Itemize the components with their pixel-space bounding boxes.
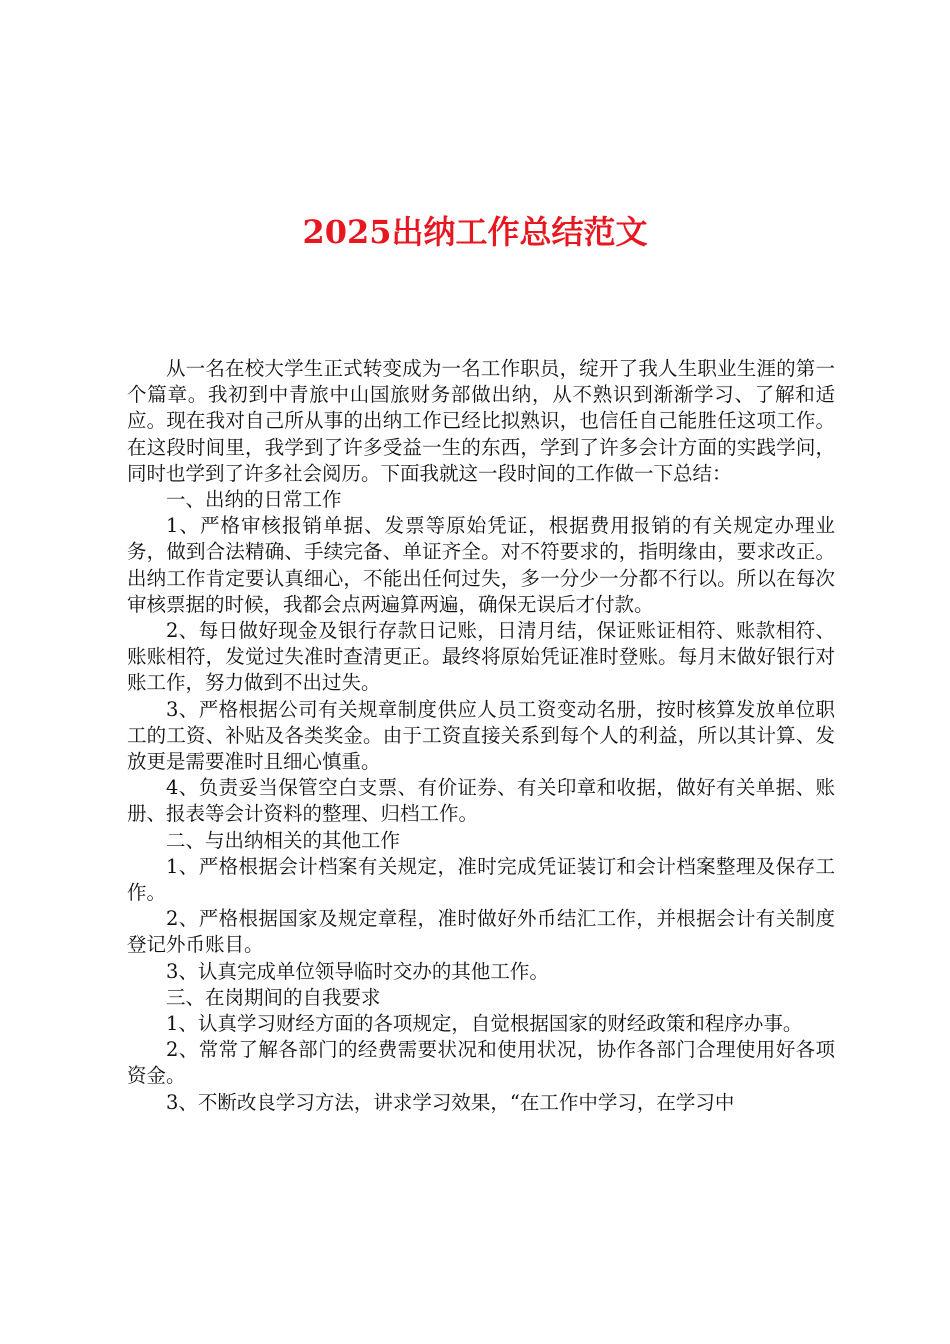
- paragraph-2-3: 3、认真完成单位领导临时交办的其他工作。: [166, 959, 549, 983]
- paragraph-1-3: 3、严格根据公司有关规章制度供应人员工资变动名册，按时核算发放单位职工的工资、补贴及各类奖金。由于工资直接关系到每个人的利益，所以其计算、发放更是需要准时且细心慎重。: [127, 697, 835, 774]
- paragraph-2-2: 2、严格根据国家及规定章程，准时做好外币结汇工作，并根据会计有关制度登记外币账目。: [127, 907, 835, 957]
- section-heading-3: 三、在岗期间的自我要求: [166, 985, 381, 1009]
- section-heading-2: 二、与出纳相关的其他工作: [166, 828, 401, 852]
- document-title: 2025出纳工作总结范文: [302, 213, 648, 251]
- paragraph-3-2: 2、常常了解各部门的经费需要状况和使用状况，协作各部门合理使用好各项资金。: [127, 1038, 835, 1088]
- paragraph-1-4: 4、负责妥当保管空白支票、有价证券、有关印章和收据，做好有关单据、账册、报表等会计资料的整理、归档工作。: [127, 776, 835, 826]
- section-heading-1: 一、出纳的日常工作: [166, 488, 342, 512]
- paragraph-2-1: 1、严格根据会计档案有关规定，准时完成凭证装订和会计档案整理及保存工作。: [127, 854, 835, 905]
- paragraph-1-2: 2、每日做好现金及银行存款日记账，日清月结，保证账证相符、账款相符、账账相符，发觉过失准时查清更正。最终将原始凭证准时登账。每月末做好银行对账工作，努力做到不出过失。: [127, 619, 835, 695]
- paragraph-3-1: 1、认真学习财经方面的各项规定，自觉根据国家的财经政策和程序办事。: [166, 1012, 803, 1036]
- document-body: [127, 356, 835, 1116]
- paragraph-3-3: 3、不断改良学习方法，讲求学习效果，“在工作中学习，在学习中: [166, 1090, 735, 1114]
- paragraph-intro: 从一名在校大学生正式转变成为一名工作职员，绽开了我人生职业生涯的第一个篇章。我初到中青旅中山国旅财务部做出纳，从不熟识到渐渐学习、了解和适应。现在我对自己所从事的出纳工作已经比拟熟识，也信任自己能胜任这项工作。在这段时间里，我学到了许多受益一生的东西，学到了许多会计方面的实践学问，同时也学到了许多社会阅历。下面我就这一段时间的工作做一下总结：: [127, 357, 835, 485]
- paragraph-1-1: 1、严格审核报销单据、发票等原始凭证，根据费用报销的有关规定办理业务，做到合法精确、手续完备、单证齐全。对不符要求的，指明缘由，要求改正。出纳工作肯定要认真细心，不能出任何过失，多一分少一分都不行以。所以在每次审核票据的时候，我都会点两遍算两遍，确保无误后才付款。: [127, 514, 835, 616]
